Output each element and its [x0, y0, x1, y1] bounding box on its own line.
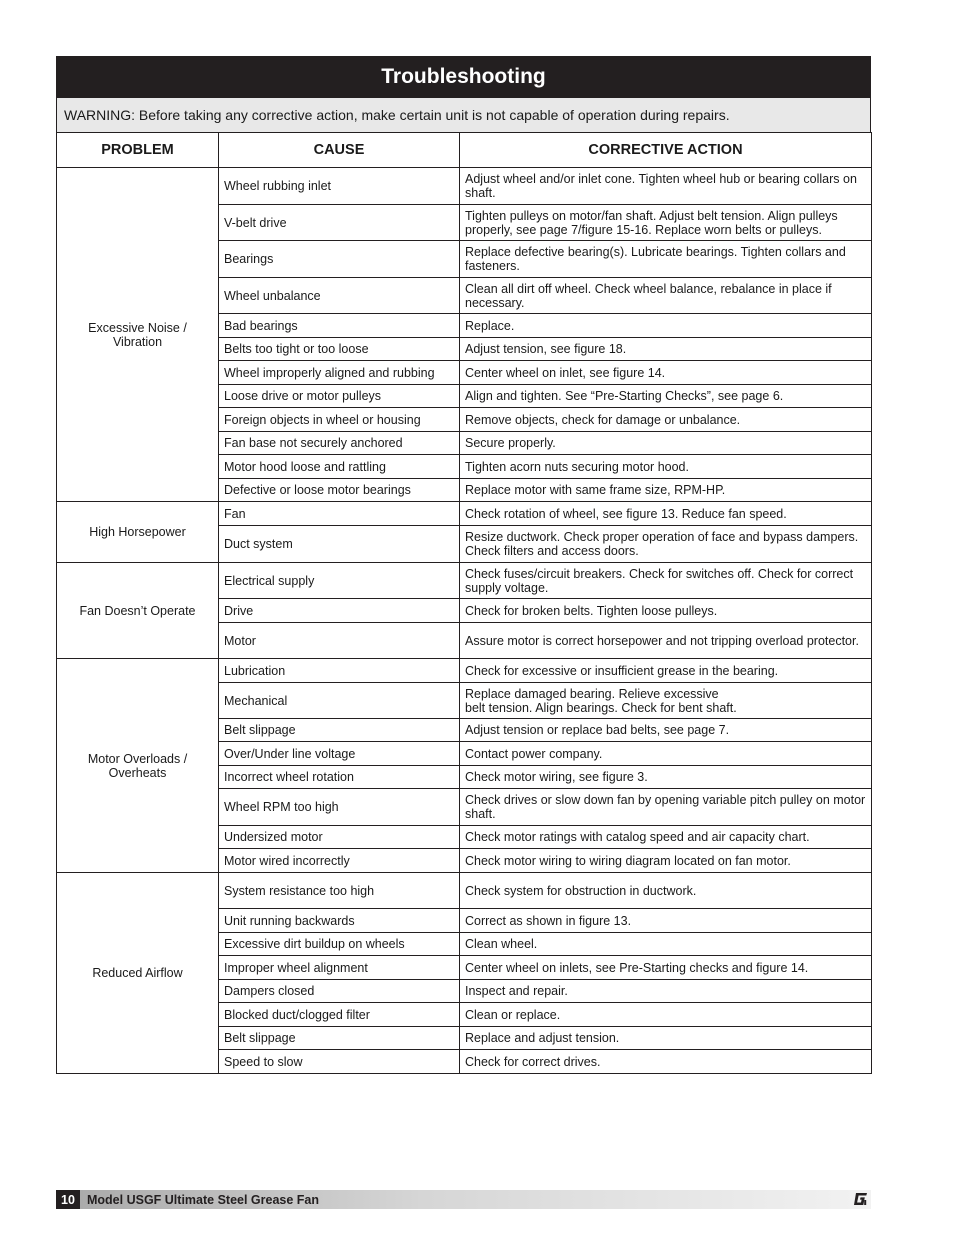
column-header-cause: CAUSE — [219, 133, 460, 168]
cause-cell: Wheel improperly aligned and rubbing — [219, 361, 460, 385]
corrective-action-cell: Adjust wheel and/or inlet cone. Tighten wheel hub or bearing collars on shaft. — [460, 168, 872, 205]
corrective-action-cell: Replace damaged bearing. Relieve excessive belt tension. Align bearings. Check for bent shaft. — [460, 683, 872, 719]
troubleshooting-sheet — [56, 56, 871, 1074]
corrective-action-cell: Tighten pulleys on motor/fan shaft. Adjust belt tension. Align pulleys properly, see page 7/figure 15-16. Replace worn belts or pulleys. — [460, 205, 872, 241]
cause-cell: Blocked duct/clogged filter — [219, 1003, 460, 1027]
cause-cell: Undersized motor — [219, 826, 460, 849]
corrective-action-cell: Check rotation of wheel, see figure 13. Reduce fan speed. — [460, 502, 872, 526]
cause-cell: Lubrication — [219, 659, 460, 683]
cause-cell: Motor wired incorrectly — [219, 849, 460, 873]
cause-cell: Over/Under line voltage — [219, 742, 460, 766]
corrective-action-cell: Replace defective bearing(s). Lubricate bearings. Tighten collars and fasteners. — [460, 241, 872, 278]
corrective-action-cell: Clean wheel. — [460, 933, 872, 956]
cause-cell: Loose drive or motor pulleys — [219, 385, 460, 408]
troubleshooting-table — [56, 132, 872, 1074]
column-header-corrective-action: CORRECTIVE ACTION — [460, 133, 872, 168]
corrective-action-cell: Check system for obstruction in ductwork. — [460, 873, 872, 909]
corrective-action-cell: Clean all dirt off wheel. Check wheel balance, rebalance in place if necessary. — [460, 278, 872, 314]
table-body — [57, 168, 872, 1074]
cause-cell: Unit running backwards — [219, 909, 460, 933]
corrective-action-cell: Remove objects, check for damage or unbalance. — [460, 408, 872, 432]
corrective-action-cell: Check for excessive or insufficient grease in the bearing. — [460, 659, 872, 683]
cause-cell: Electrical supply — [219, 563, 460, 599]
cause-cell: Fan — [219, 502, 460, 526]
problem-cell: Reduced Airflow — [57, 873, 219, 1074]
corrective-action-cell: Replace. — [460, 314, 872, 338]
cause-cell: Dampers closed — [219, 980, 460, 1003]
corrective-action-cell: Clean or replace. — [460, 1003, 872, 1027]
corrective-action-cell: Adjust tension, see figure 18. — [460, 338, 872, 361]
problem-cell: High Horsepower — [57, 502, 219, 563]
cause-cell: Incorrect wheel rotation — [219, 766, 460, 789]
cause-cell: Fan base not securely anchored — [219, 432, 460, 455]
cause-cell: Belts too tight or too loose — [219, 338, 460, 361]
corrective-action-cell: Tighten acorn nuts securing motor hood. — [460, 455, 872, 479]
greenheck-logo-icon — [853, 1191, 869, 1207]
corrective-action-cell: Check drives or slow down fan by opening variable pitch pulley on motor shaft. — [460, 789, 872, 826]
cause-cell: Motor hood loose and rattling — [219, 455, 460, 479]
table-row — [57, 563, 872, 599]
corrective-action-cell: Check motor ratings with catalog speed and air capacity chart. — [460, 826, 872, 849]
corrective-action-cell: Center wheel on inlets, see Pre-Starting checks and figure 14. — [460, 956, 872, 980]
cause-cell: Bearings — [219, 241, 460, 278]
corrective-action-cell: Secure properly. — [460, 432, 872, 455]
corrective-action-cell: Inspect and repair. — [460, 980, 872, 1003]
cause-cell: Speed to slow — [219, 1050, 460, 1074]
corrective-action-cell: Assure motor is correct horsepower and not tripping overload protector. — [460, 623, 872, 659]
cause-cell: Wheel rubbing inlet — [219, 168, 460, 205]
problem-cell: Excessive Noise / Vibration — [57, 168, 219, 502]
corrective-action-cell: Contact power company. — [460, 742, 872, 766]
problem-cell: Motor Overloads / Overheats — [57, 659, 219, 873]
page-title: Troubleshooting — [56, 56, 871, 98]
warning-banner: WARNING: Before taking any corrective action, make certain unit is not capable of operation during repairs. — [56, 98, 871, 132]
table-header-row — [57, 133, 872, 168]
corrective-action-cell: Check fuses/circuit breakers. Check for switches off. Check for correct supply voltage. — [460, 563, 872, 599]
cause-cell: Mechanical — [219, 683, 460, 719]
corrective-action-cell: Check motor wiring to wiring diagram located on fan motor. — [460, 849, 872, 873]
corrective-action-cell: Resize ductwork. Check proper operation of face and bypass dampers. Check filters and access doors. — [460, 526, 872, 563]
cause-cell: System resistance too high — [219, 873, 460, 909]
corrective-action-cell: Check motor wiring, see figure 3. — [460, 766, 872, 789]
cause-cell: Wheel RPM too high — [219, 789, 460, 826]
table-row — [57, 659, 872, 683]
corrective-action-cell: Adjust tension or replace bad belts, see page 7. — [460, 719, 872, 742]
footer-doc-title: Model USGF Ultimate Steel Grease Fan — [87, 1192, 320, 1207]
cause-cell: Improper wheel alignment — [219, 956, 460, 980]
problem-cell: Fan Doesn’t Operate — [57, 563, 219, 659]
table-row — [57, 873, 872, 909]
cause-cell: Belt slippage — [219, 1027, 460, 1050]
corrective-action-cell: Check for correct drives. — [460, 1050, 872, 1074]
corrective-action-cell: Replace and adjust tension. — [460, 1027, 872, 1050]
cause-cell: Duct system — [219, 526, 460, 563]
cause-cell: Wheel unbalance — [219, 278, 460, 314]
table-row — [57, 168, 872, 205]
column-header-problem: PROBLEM — [57, 133, 219, 168]
cause-cell: Motor — [219, 623, 460, 659]
cause-cell: V-belt drive — [219, 205, 460, 241]
table-row — [57, 502, 872, 526]
corrective-action-cell: Check for broken belts. Tighten loose pulleys. — [460, 599, 872, 623]
cause-cell: Drive — [219, 599, 460, 623]
corrective-action-cell: Align and tighten. See “Pre-Starting Checks”, see page 6. — [460, 385, 872, 408]
page-number: 10 — [56, 1190, 80, 1209]
cause-cell: Bad bearings — [219, 314, 460, 338]
cause-cell: Excessive dirt buildup on wheels — [219, 933, 460, 956]
page-footer — [56, 1190, 871, 1209]
cause-cell: Defective or loose motor bearings — [219, 479, 460, 502]
corrective-action-cell: Correct as shown in figure 13. — [460, 909, 872, 933]
corrective-action-cell: Center wheel on inlet, see figure 14. — [460, 361, 872, 385]
cause-cell: Foreign objects in wheel or housing — [219, 408, 460, 432]
cause-cell: Belt slippage — [219, 719, 460, 742]
corrective-action-cell: Replace motor with same frame size, RPM-HP. — [460, 479, 872, 502]
